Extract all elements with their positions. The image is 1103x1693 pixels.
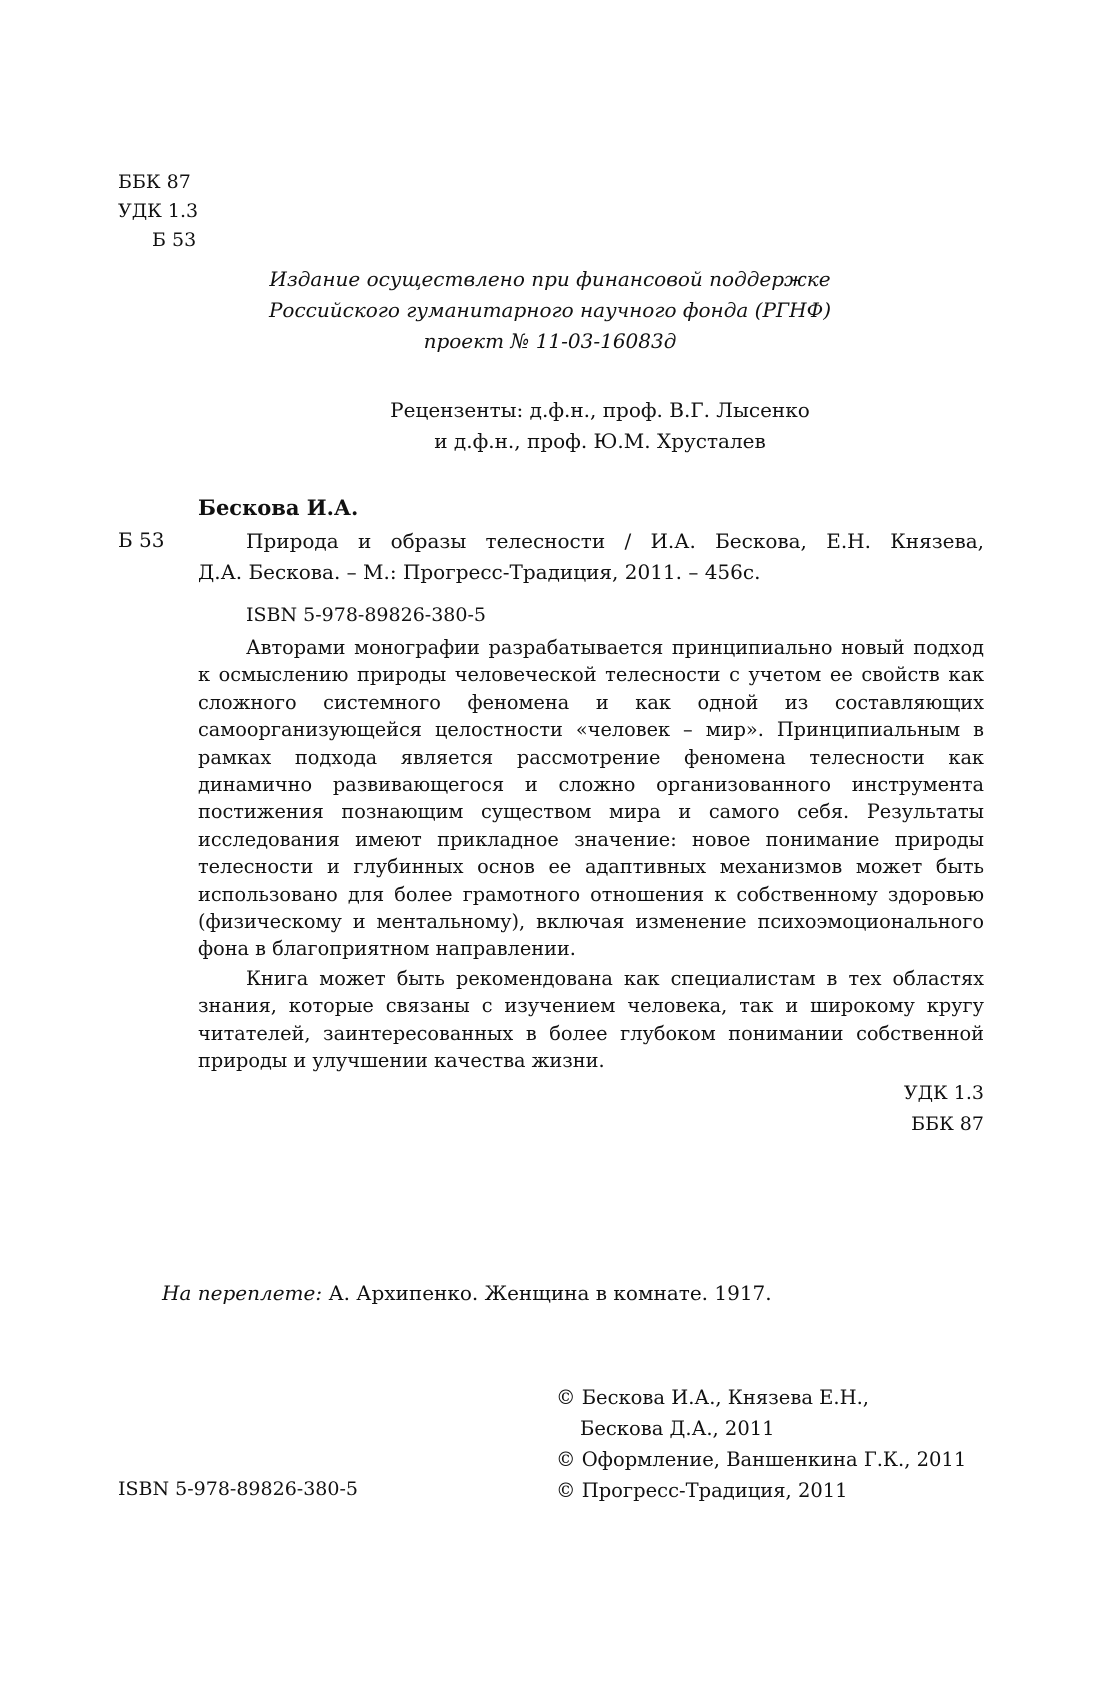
cover-text: А. Архипенко. Женщина в комнате. 1917.	[328, 1281, 772, 1305]
biblio-line: Природа и образы телесности / И.А. Бескова, Е.Н. Князева,	[246, 529, 984, 553]
funding-line: Издание осуществлено при финансовой поддержке	[269, 267, 831, 291]
biblio-line: Д.А. Бескова. – М.: Прогресс-Традиция, 2011. – 456с.	[198, 560, 761, 584]
cover-label: На переплете:	[162, 1281, 323, 1305]
udk-code: УДК 1.3	[118, 200, 199, 222]
reviewers-line: Рецензенты: д.ф.н., проф. В.Г. Лысенко	[390, 398, 810, 422]
cutter-mark: Б 53	[118, 528, 165, 552]
copyright-line: © Оформление, Ваншенкина Г.К., 2011	[556, 1448, 967, 1471]
funding-line: Российского гуманитарного научного фонда (РГНФ)	[268, 298, 832, 322]
bbk-code: ББК 87	[911, 1113, 984, 1135]
abstract	[198, 634, 984, 1075]
reviewers-line: и д.ф.н., проф. Ю.М. Хрусталев	[434, 429, 766, 453]
reviewers	[250, 395, 950, 457]
abstract-paragraph: Авторами монографии разрабатывается принципиально новый подход к осмыслению природы человеческой телесности с учетом ее свойств как сложного системного феномена и как одной из составляющих самоорганизующейся целостности «человек – мир». Принципиальным в рамках подхода является рассмотрение феномена телесности как динамично развивающегося и сложно организованного инструмента постижения познающим существом мира и самого себя. Результаты исследования имеют прикладное значение: новое понимание природы телесности и глубинных основ ее адаптивных механизмов может быть использовано для более грамотного отношения к собственному здоровью (физическому и ментальному), включая изменение психоэмоционального фона в благоприятном направлении.	[198, 636, 984, 961]
cover-note	[162, 1279, 772, 1307]
copyright-line: © Прогресс-Традиция, 2011	[556, 1479, 848, 1502]
isbn-bottom: ISBN 5-978-89826-380-5	[118, 1478, 358, 1500]
udk-code: УДК 1.3	[903, 1082, 984, 1104]
funding-note	[150, 264, 950, 357]
copyright-line: Бескова Д.А., 2011	[580, 1417, 775, 1440]
bibliographic-description	[198, 526, 984, 588]
bbk-code: ББК 87	[118, 171, 191, 193]
classification-codes	[118, 168, 198, 255]
author-heading: Бескова И.А.	[198, 495, 359, 520]
cutter-code: Б 53	[152, 229, 197, 251]
funding-line: проект № 11-03-16083д	[423, 329, 677, 353]
abstract-paragraph: Книга может быть рекомендована как специалистам в тех областях знания, которые связаны с изучением человека, так и широкому кругу читателей, заинтересованных в более глубоком понимании собственной природы и улучшении качества жизни.	[198, 966, 984, 1073]
copyright-line: © Бескова И.А., Князева Е.Н.,	[556, 1386, 869, 1409]
copyright-block	[556, 1382, 966, 1506]
classification-codes-right	[904, 1078, 984, 1140]
isbn-top: ISBN 5-978-89826-380-5	[246, 604, 486, 626]
